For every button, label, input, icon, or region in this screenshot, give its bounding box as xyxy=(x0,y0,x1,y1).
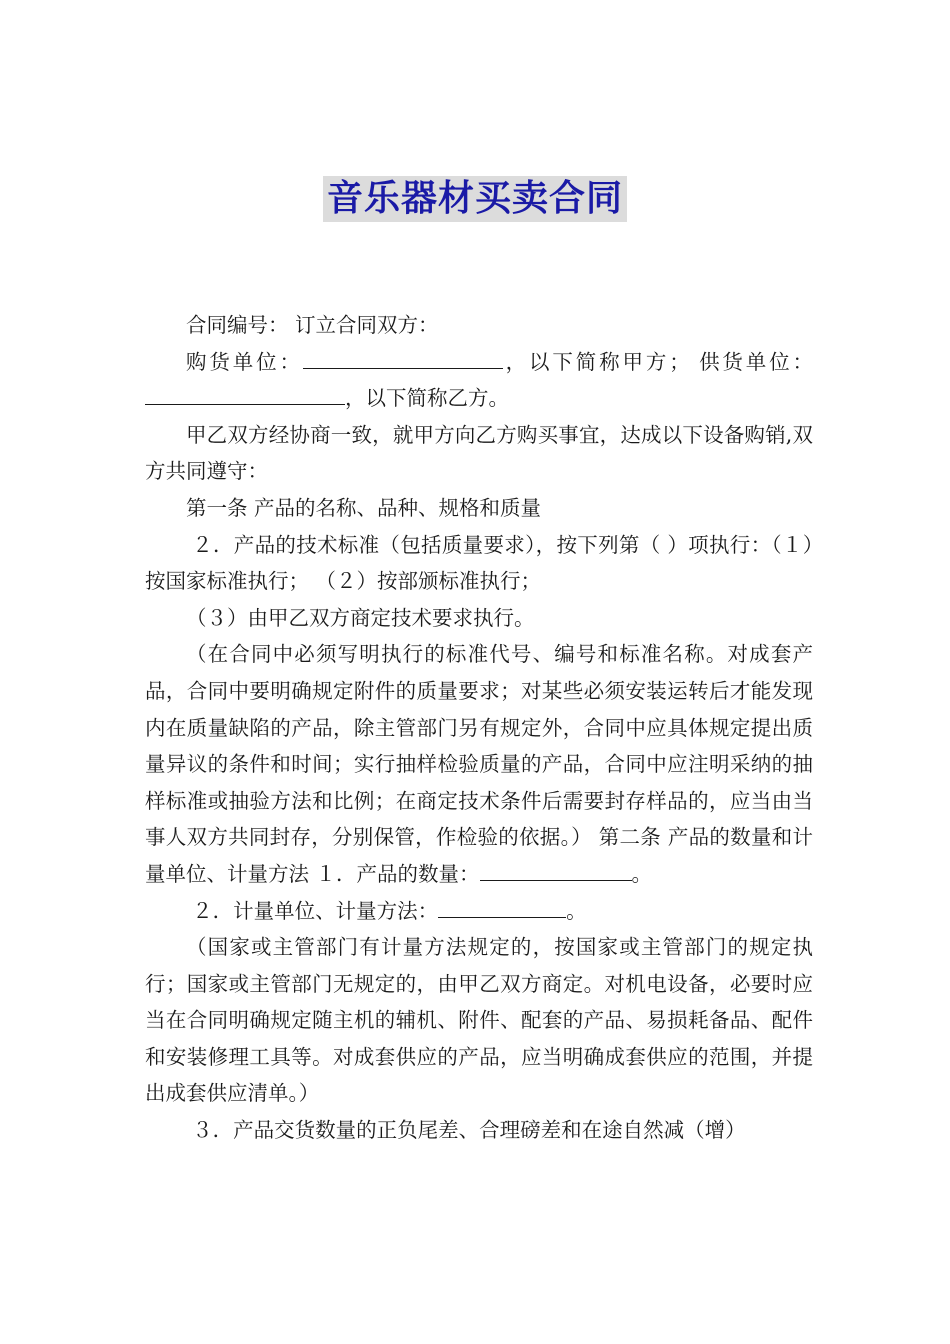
measurement-note-paragraph: （国家或主管部门有计量方法规定的，按国家或主管部门的规定执行；国家或主管部门无规定的，由甲乙双方商定。对机电设备，必要时应当在合同明确规定随主机的辅机、附件、配套的产品、易损耗备品、配件和安装修理工具等。对成套供应的产品，应当明确成套供应的范围，并提出成套供应清单。） xyxy=(145,935,813,1106)
supplier-suffix: ，以下简称乙方。 xyxy=(345,386,509,411)
measurement-unit-suffix: 。 xyxy=(566,898,587,923)
title-container xyxy=(0,176,950,222)
buyer-blank xyxy=(303,346,503,369)
technical-standard-paragraph: ２．产品的技术标准（包括质量要求），按下列第（ ）项执行：（１）按国家标准执行； （２）按部颁标准执行； xyxy=(145,532,813,594)
contract-number-line: 合同编号： 订立合同双方： xyxy=(186,313,439,337)
measurement-unit-blank xyxy=(438,895,566,918)
agreement-paragraph: 甲乙双方经协商一致，就甲方向乙方购买事宜，达成以下设备购销,双方共同遵守： xyxy=(145,422,813,484)
measurement-unit-label: ２．计量单位、计量方法： xyxy=(192,898,439,923)
standard-option-3: （３）由甲乙双方商定技术要求执行。 xyxy=(186,605,535,630)
document-title: 音乐器材买卖合同 xyxy=(323,176,627,222)
document-body xyxy=(145,307,813,1149)
buyer-suffix: ，以下简称甲方； 供货单位： xyxy=(502,349,814,374)
quantity-blank xyxy=(480,858,632,881)
buyer-label: 购货单位： xyxy=(186,349,303,374)
quality-note-paragraph xyxy=(145,636,813,892)
article-1-heading: 第一条 产品的名称、品种、规格和质量 xyxy=(186,495,542,520)
quality-note-text: （在合同中必须写明执行的标准代号、编号和标准名称。对成套产品，合同中要明确规定附件的质量要求；对某些必须安装运转后才能发现内在质量缺陷的产品，除主管部门另有规定外，合同中应具体规定提出质量异议的条件和时间；实行抽样检验质量的产品，合同中应注明采纳的抽样标准或抽验方法和比例；在商定技术条件后需要封存样品的，应当由当事人双方共同封存，分别保管，作检验的依据。） 第二条 产品的数量和计量单位、计量方法 １．产品的数量： xyxy=(145,642,813,886)
quantity-suffix: 。 xyxy=(631,861,653,886)
measurement-unit-line xyxy=(145,893,813,930)
tolerance-paragraph: ３．产品交货数量的正负尾差、合理磅差和在途自然减（增） xyxy=(192,1118,746,1143)
parties-paragraph xyxy=(145,344,813,417)
supplier-blank xyxy=(145,382,345,405)
